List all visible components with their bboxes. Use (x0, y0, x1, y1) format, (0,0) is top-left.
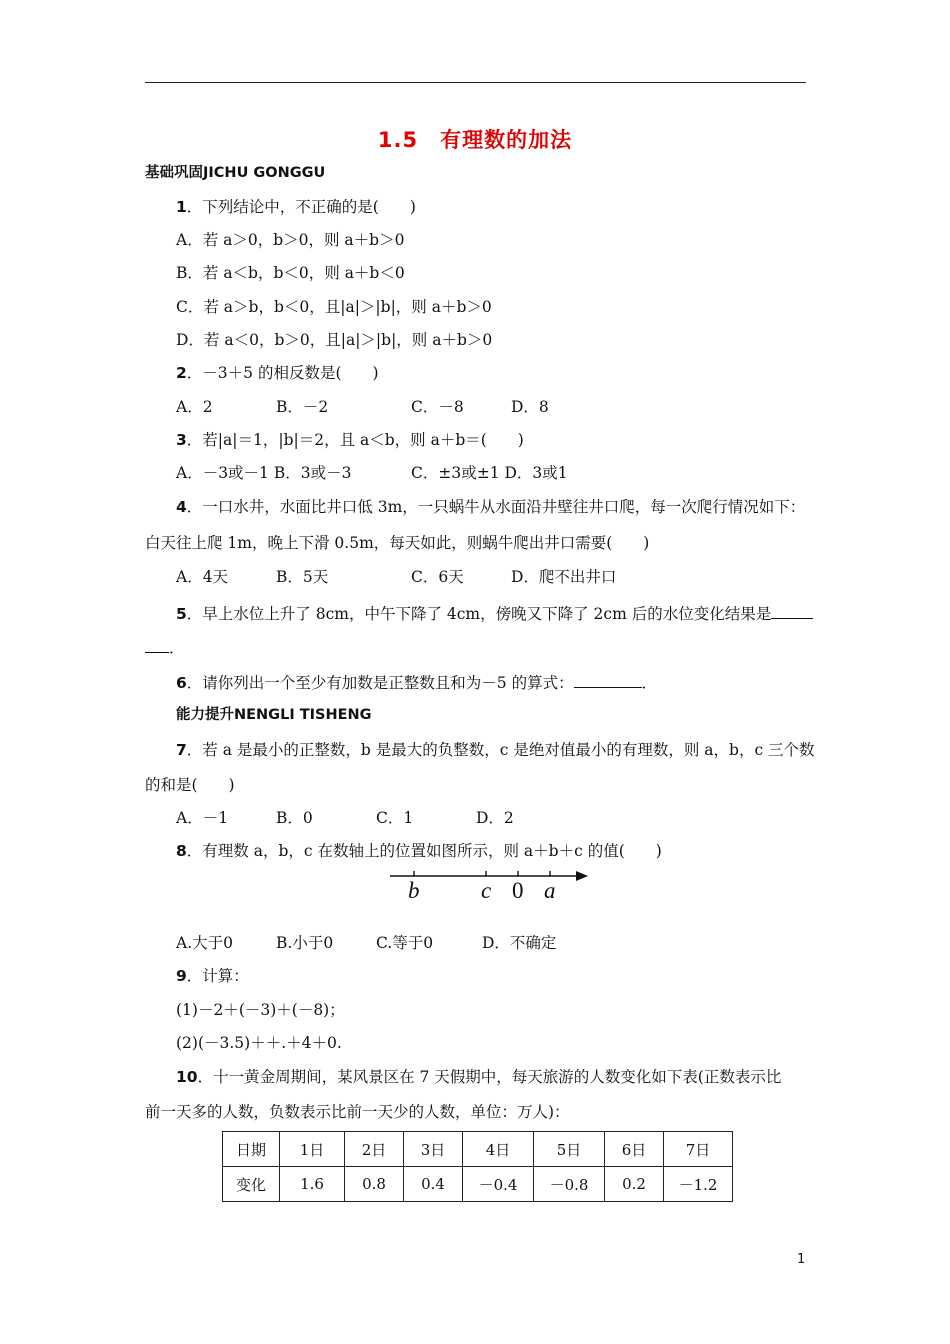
question-stem: ．十一黄金周期间，某风景区在 7 天假期中，每天旅游的人数变化如下表(正数表示比 (197, 1068, 782, 1086)
q4-options (176, 567, 616, 587)
q1-option-c: C．若 a＞b，b＜0，且|a|＞|b|，则 a＋b＞0 (176, 298, 492, 316)
q4-stem-continued: 白天往上爬 1m，晚上下滑 0.5m，每天如此，则蜗牛爬出井口需要( ) (145, 534, 650, 552)
table-cell: 3日 (404, 1132, 463, 1167)
number-line-figure (390, 864, 600, 906)
question-1 (176, 197, 416, 217)
option: D．8 (511, 398, 549, 416)
table-cell: 6日 (605, 1132, 664, 1167)
sentence-end: ． (169, 639, 185, 657)
question-2 (176, 363, 379, 383)
table-cell: －1.2 (664, 1167, 733, 1202)
question-4 (176, 497, 805, 517)
question-8 (176, 841, 662, 861)
table-cell: －0.8 (534, 1167, 605, 1202)
option: C．6天 (411, 568, 464, 586)
table-cell: 2日 (345, 1132, 404, 1167)
axis-label-a: a (544, 878, 556, 903)
option: D．2 (476, 809, 514, 827)
option: A．4天 (176, 568, 229, 586)
table-cell: 1.6 (280, 1167, 345, 1202)
q3-options (176, 463, 568, 483)
question-stem: ．有理数 a，b，c 在数轴上的位置如图所示，则 a＋b＋c 的值( ) (186, 842, 662, 860)
number-line-axis (390, 864, 600, 884)
q2-options (176, 397, 549, 417)
option: D．爬不出井口 (511, 568, 617, 586)
option: C．－8 (411, 398, 464, 416)
section-advanced-heading: 能力提升NENGLI TISHENG (176, 707, 372, 723)
question-stem: ．若|a|＝1，|b|＝2，且 a＜b，则 a＋b＝( ) (186, 431, 524, 449)
axis-label-zero: 0 (512, 878, 524, 903)
option: A.大于0 (176, 934, 233, 952)
option: B．－2 (276, 398, 329, 416)
table-cell: 4日 (463, 1132, 534, 1167)
table-cell: 变化 (223, 1167, 280, 1202)
question-stem: ．若 a 是最小的正整数，b 是最大的负整数，c 是绝对值最小的有理数，则 a，b，c 三个数 (186, 741, 815, 759)
question-6 (176, 672, 657, 693)
header-rule (145, 82, 806, 83)
question-3 (176, 430, 524, 450)
question-number: 8 (176, 842, 187, 860)
question-number: 3 (176, 431, 187, 449)
q1-option-a: A．若 a＞0，b＞0，则 a＋b＞0 (176, 231, 405, 249)
q10-stem-continued: 前一天多的人数，负数表示比前一天少的人数，单位：万人)： (145, 1103, 570, 1121)
page-number: 1 (797, 1252, 806, 1267)
table-cell: 1日 (280, 1132, 345, 1167)
answer-blank (145, 637, 169, 653)
sentence-end: ． (641, 674, 658, 692)
table-cell: 日期 (223, 1132, 280, 1167)
question-stem: ．早上水位上升了 8cm，中午下降了 4cm，傍晚又下降了 2cm 后的水位变化结果是 (186, 605, 772, 623)
option: C.等于0 (376, 934, 434, 952)
question-number: 5 (176, 605, 187, 623)
q1-option-d: D．若 a＜0，b＞0，且|a|＞|b|，则 a＋b＞0 (176, 331, 493, 349)
q9-part-2: (2)(－3.5)＋＋.＋4＋0. (176, 1034, 342, 1052)
q1-option-b: B．若 a＜b，b＜0，则 a＋b＜0 (176, 264, 405, 282)
answer-blank (771, 603, 813, 619)
option: C．1 (376, 809, 414, 827)
question-10 (176, 1067, 781, 1087)
question-stem: ．计算： (186, 967, 249, 985)
option: A．－3或－1 B．3或－3 (176, 464, 352, 482)
question-9 (176, 966, 249, 986)
option: B.小于0 (276, 934, 334, 952)
option: C．±3或±1 D．3或1 (411, 464, 568, 482)
question-number: 2 (176, 364, 187, 382)
question-number: 1 (176, 198, 187, 216)
option: A．2 (176, 398, 213, 416)
question-stem: ．下列结论中，不正确的是( ) (186, 198, 416, 216)
axis-label-b: b (408, 878, 420, 903)
question-stem: ．一口水井，水面比井口低 3m，一只蜗牛从水面沿井壁往井口爬，每一次爬行情况如下： (186, 498, 806, 516)
option: B．5天 (276, 568, 329, 586)
page-title: 1.5 有理数的加法 (377, 128, 573, 152)
section-basic-heading: 基础巩固JICHU GONGGU (145, 165, 326, 181)
question-number: 6 (176, 674, 187, 692)
table-row (223, 1167, 733, 1202)
q9-part-1: (1)－2＋(－3)＋(－8)； (176, 1001, 345, 1019)
axis-label-c: c (481, 878, 492, 903)
question-number: 10 (176, 1068, 198, 1086)
option: D．不确定 (482, 934, 557, 952)
q5-continued (145, 637, 185, 658)
table-cell: 7日 (664, 1132, 733, 1167)
question-7 (176, 740, 815, 760)
table-cell: 0.8 (345, 1167, 404, 1202)
question-stem: ．请你列出一个至少有加数是正整数且和为－5 的算式： (186, 674, 574, 692)
q7-options (176, 808, 514, 828)
question-number: 7 (176, 741, 187, 759)
question-number: 4 (176, 498, 187, 516)
visitor-change-table (222, 1131, 733, 1202)
question-stem: ．－3＋5 的相反数是( ) (186, 364, 379, 382)
question-5 (176, 603, 813, 624)
q7-stem-continued: 的和是( ) (145, 776, 235, 794)
table-cell: 5日 (534, 1132, 605, 1167)
answer-blank (574, 672, 642, 688)
table-cell: －0.4 (463, 1167, 534, 1202)
table-cell: 0.4 (404, 1167, 463, 1202)
option: B．0 (276, 809, 313, 827)
table-cell: 0.2 (605, 1167, 664, 1202)
option: A．－1 (176, 809, 229, 827)
question-number: 9 (176, 967, 187, 985)
table-header-row (223, 1132, 733, 1167)
q8-options (176, 933, 556, 953)
